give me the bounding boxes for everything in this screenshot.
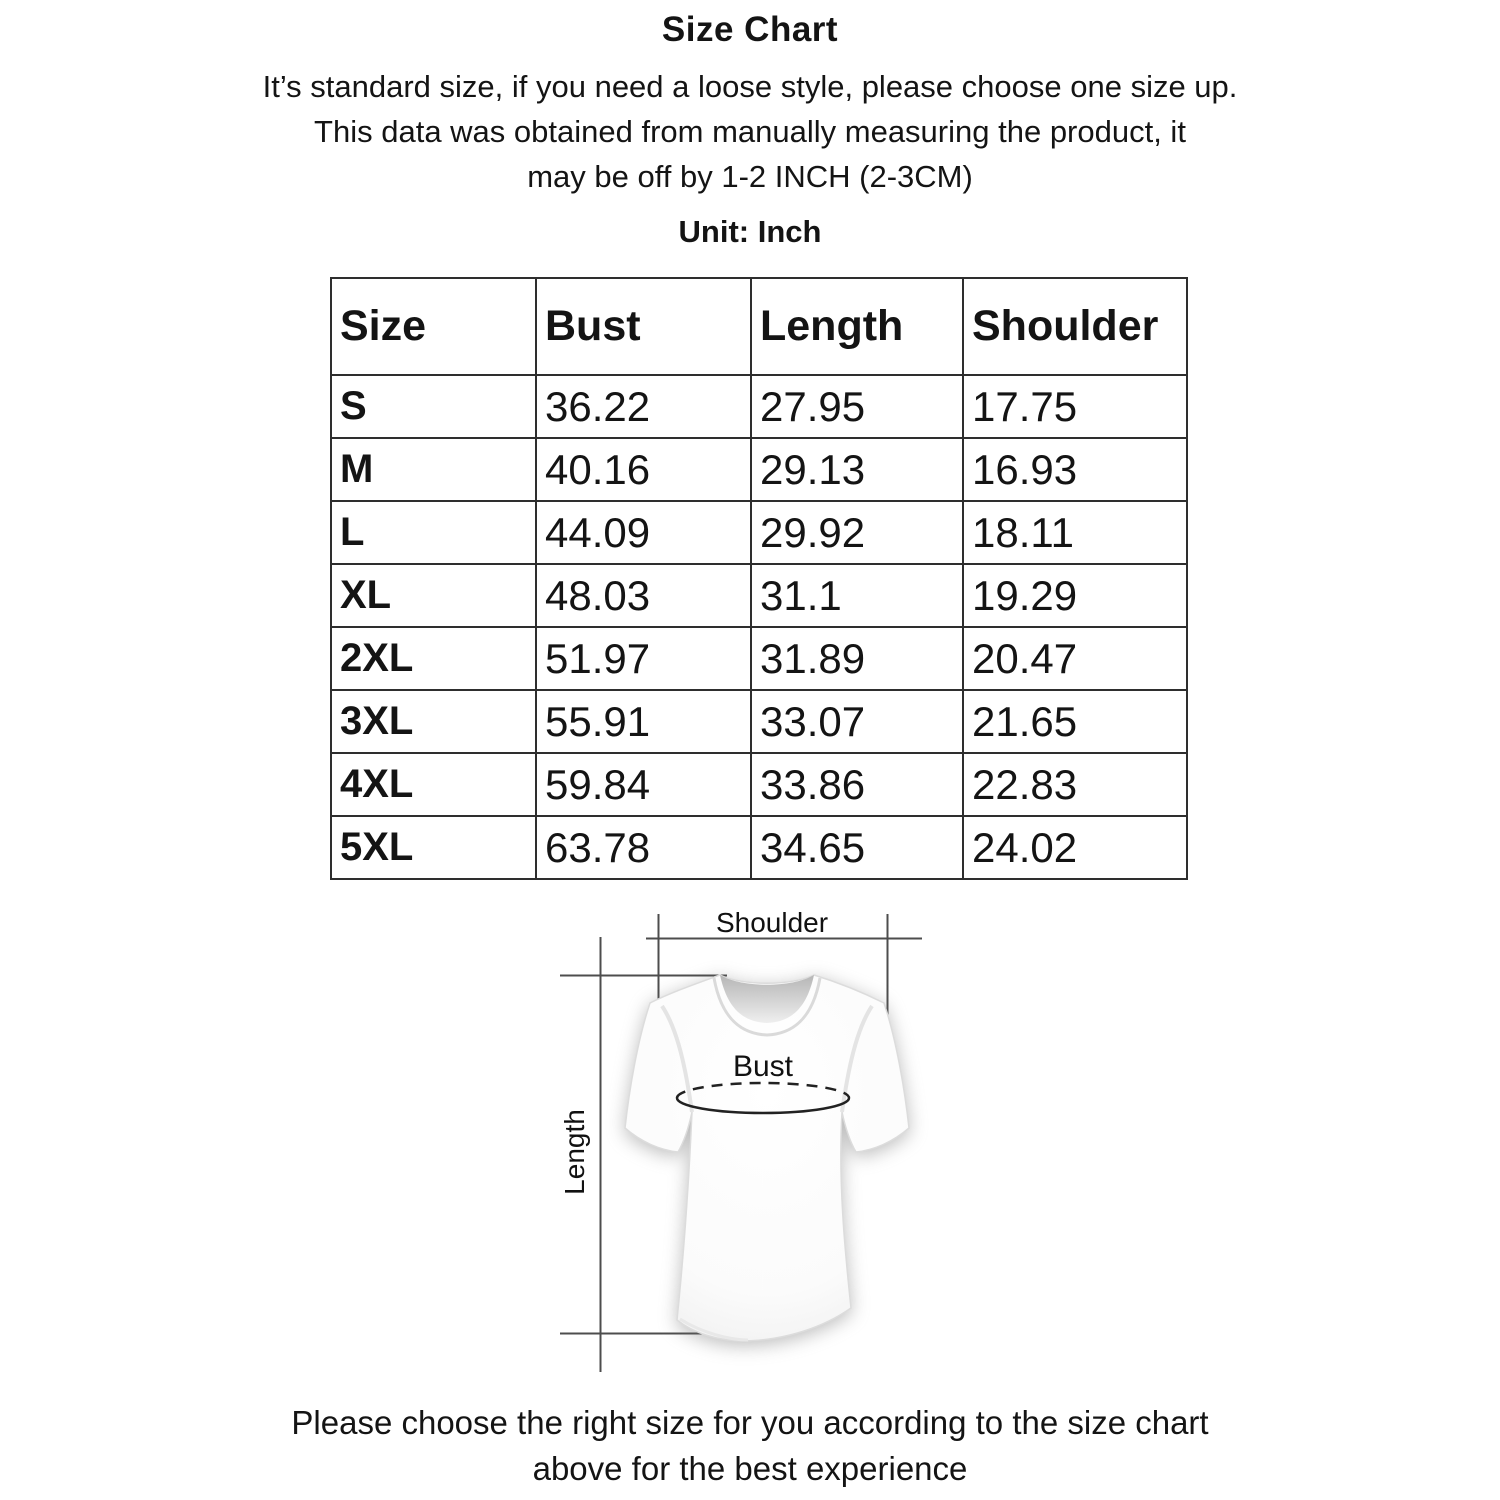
size-note: [0, 64, 1500, 199]
footer-line-2: above for the best experience: [532, 1450, 968, 1487]
unit-label: Unit: Inch: [678, 214, 822, 249]
table-row: [331, 816, 1187, 879]
shoulder-cell: 22.83: [963, 753, 1187, 816]
table-row: [331, 753, 1187, 816]
col-header-bust: Bust: [536, 278, 751, 375]
size-cell: 2XL: [331, 627, 536, 690]
length-cell: 33.07: [751, 690, 963, 753]
size-cell: 5XL: [331, 816, 536, 879]
size-cell: XL: [331, 564, 536, 627]
table-row: [331, 690, 1187, 753]
length-label: Length: [559, 1109, 590, 1195]
size-cell: M: [331, 438, 536, 501]
table-row: [331, 564, 1187, 627]
bust-cell: 48.03: [536, 564, 751, 627]
size-cell: 4XL: [331, 753, 536, 816]
bust-cell: 44.09: [536, 501, 751, 564]
size-note-line-3: may be off by 1-2 INCH (2-3CM): [527, 159, 973, 194]
length-cell: 31.89: [751, 627, 963, 690]
table-row: [331, 438, 1187, 501]
length-cell: 29.13: [751, 438, 963, 501]
table-header-row: [331, 278, 1187, 375]
table-row: [331, 627, 1187, 690]
page-title: Size Chart: [661, 10, 839, 49]
table-row: [331, 375, 1187, 438]
table-row: [331, 501, 1187, 564]
size-cell: L: [331, 501, 536, 564]
length-cell: 34.65: [751, 816, 963, 879]
length-cell: 27.95: [751, 375, 963, 438]
shoulder-cell: 16.93: [963, 438, 1187, 501]
length-cell: 33.86: [751, 753, 963, 816]
size-note-line-2: This data was obtained from manually measuring the product, it: [314, 114, 1186, 149]
length-cell: 29.92: [751, 501, 963, 564]
size-note-line-1: It’s standard size, if you need a loose style, please choose one size up.: [262, 69, 1238, 104]
shoulder-cell: 18.11: [963, 501, 1187, 564]
bust-cell: 63.78: [536, 816, 751, 879]
shoulder-cell: 20.47: [963, 627, 1187, 690]
col-header-length: Length: [751, 278, 963, 375]
shoulder-cell: 17.75: [963, 375, 1187, 438]
col-header-size: Size: [331, 278, 536, 375]
bust-cell: 51.97: [536, 627, 751, 690]
bust-cell: 59.84: [536, 753, 751, 816]
footer-line-1: Please choose the right size for you according to the size chart: [291, 1404, 1209, 1441]
tshirt-graphic: [625, 975, 909, 1341]
footer-note: [0, 1400, 1500, 1492]
bust-label: Bust: [732, 1050, 794, 1083]
length-cell: 31.1: [751, 564, 963, 627]
shoulder-cell: 21.65: [963, 690, 1187, 753]
size-cell: S: [331, 375, 536, 438]
bust-cell: 36.22: [536, 375, 751, 438]
bust-cell: 55.91: [536, 690, 751, 753]
size-cell: 3XL: [331, 690, 536, 753]
bust-cell: 40.16: [536, 438, 751, 501]
col-header-shoulder: Shoulder: [963, 278, 1187, 375]
measurement-diagram: [540, 890, 1160, 1390]
shoulder-label: Shoulder: [715, 907, 829, 938]
shoulder-cell: 24.02: [963, 816, 1187, 879]
shoulder-cell: 19.29: [963, 564, 1187, 627]
size-table: [330, 277, 1188, 880]
